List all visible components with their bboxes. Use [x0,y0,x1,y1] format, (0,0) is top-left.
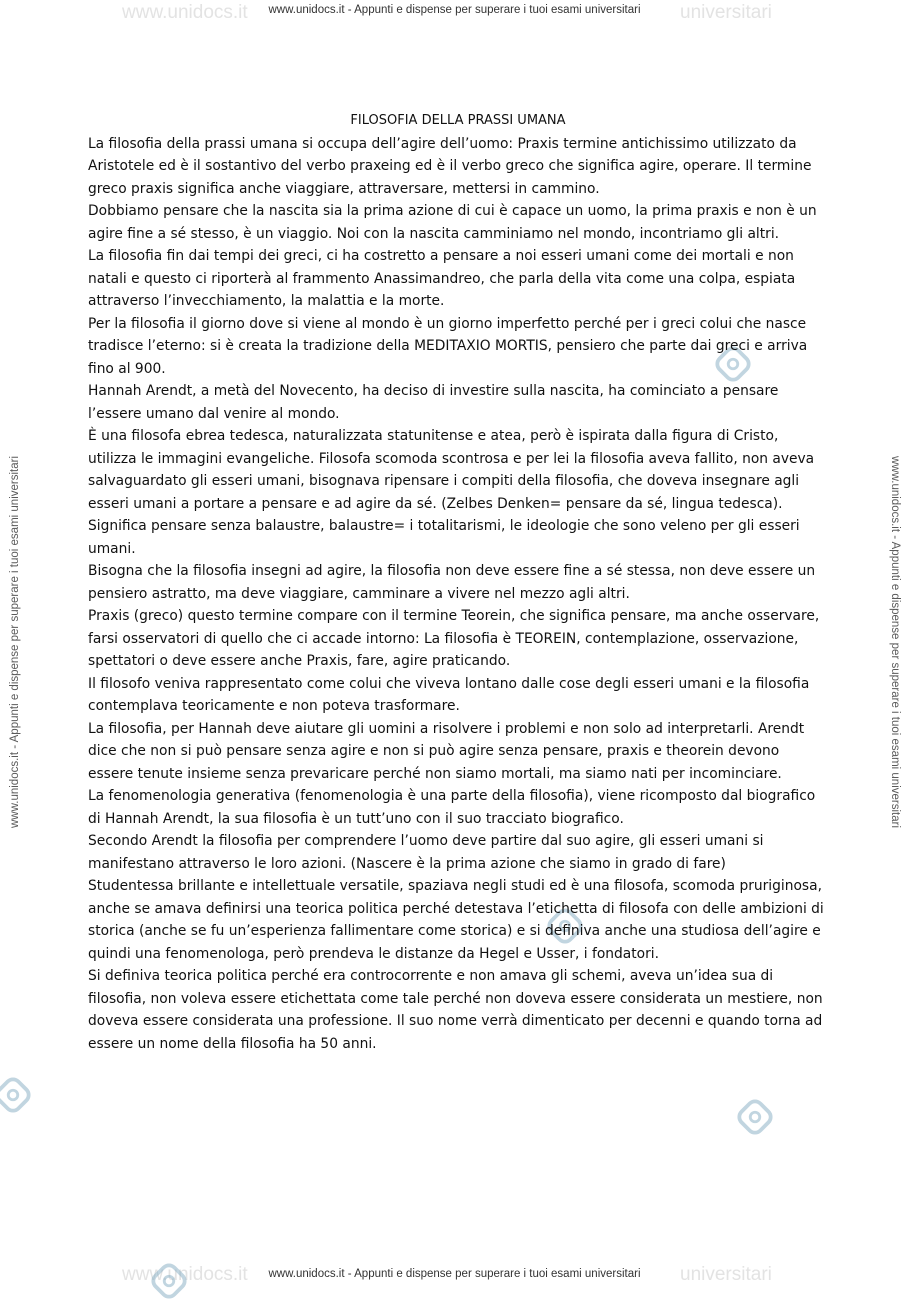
paragraph: Secondo Arendt la filosofia per comprendere l’uomo deve partire dal suo agire, gli esseri umani si manifestano attraverso le loro azioni. (Nascere è la prima azione che siamo in grado di fare) [88,833,764,872]
side-watermark-right: www.unidocs.it - Appunti e dispense per superare i tuoi esami universitari [889,455,901,829]
document-title: FILOSOFIA DELLA PRASSI UMANA [350,113,566,128]
paragraph: Il filosofo veniva rappresentato come colui che viveva lontano dalle cose degli esseri umani e la filosofia contemplava teoricamente e non poteva trasformare. [88,675,810,714]
ghost-watermark-bottom: www.unidocs.it [122,1264,248,1285]
document-body [88,110,828,1055]
paragraph: La filosofia fin dai tempi dei greci, ci ha costretto a pensare a noi esseri umani come dei mortali e non natali e questo ci riporterà al frammento Anassimandreo, che parla della vita come una colpa, espiata attraverso l’invecchiamento, la malattia e la morte. [88,248,796,309]
paragraph: Hannah Arendt, a metà del Novecento, ha deciso di investire sulla nascita, ha cominciato a pensare l’essere umano dal venire al mondo. [88,383,779,422]
unidocs-logo-icon [0,1076,32,1114]
paragraph: È una filosofa ebrea tedesca, naturalizzata statunitense e atea, però è ispirata dalla figura di Cristo, utilizza le immagini evangeliche. Filosofa scomoda scontrosa e per lei la filosofia aveva fallito, non aveva salvaguardato gli esseri umani, bisognava ripensare i compiti della filosofia, che doveva insegnare agli esseri umani a portare a pensare e ad agire da sé. (Zelbes Denken= pensare da sé, lingua tedesca). [88,428,815,512]
paragraph: Per la filosofia il giorno dove si viene al mondo è un giorno imperfetto perché per i greci colui che nasce tradisce l’eterno: si è creata la tradizione della MEDITAXIO MORTIS, pensiero che parte dai greci e arriva fino al 900. [88,315,808,377]
ghost-watermark-top: www.unidocs.it [122,2,248,23]
paragraph: Praxis (greco) questo termine compare con il termine Teorein, che significa pensare, ma anche osservare, farsi osservatori di quello che ci accade intorno: La filosofia è TEOREIN, contemplazione, osservazione, spettatori o deve essere anche Praxis, fare, agire praticando. [88,608,820,669]
paragraph: La fenomenologia generativa (fenomenologia è una parte della filosofia), viene ricomposto dal biografico di Hannah Arendt, la sua filosofia è un tutt’uno con il suo tracciato biografico. [88,788,816,827]
unidocs-logo-icon [150,1262,188,1300]
unidocs-logo-icon [736,1098,774,1136]
paragraph: Si definiva teorica politica perché era controcorrente e non amava gli schemi, aveva un’idea sua di filosofia, non voleva essere etichettata come tale perché non doveva essere considerata un mestiere, non doveva essere considerata una professione. Il suo nome verrà dimenticato per decenni e quando torna ad essere un nome della filosofia ha 50 anni. [88,968,823,1052]
paragraph: La filosofia della prassi umana si occupa dell’agire dell’uomo: Praxis termine antichissimo utilizzato da Aristotele ed è il sostantivo del verbo praxeing ed è il verbo greco che significa agire, operare. Il termine greco praxis significa anche viaggiare, attraversare, mettersi in cammino. [88,135,812,197]
side-watermark-left: www.unidocs.it - Appunti e dispense per superare i tuoi esami universitari [9,455,21,829]
paragraph: Significa pensare senza balaustre, balaustre= i totalitarismi, le ideologie che sono veleno per gli esseri umani. [88,518,800,557]
paragraph: La filosofia, per Hannah deve aiutare gli uomini a risolvere i problemi e non solo ad interpretarli. Arendt dice che non si può pensare senza agire e non si può agire senza pensare, praxis e theorein devono essere tenute insieme senza prevaricare perché non siamo mortali, ma siamo nati per incominciare. [88,720,805,782]
ghost-watermark-bottom-right: universitari [680,1264,772,1285]
header-watermark: www.unidocs.it - Appunti e dispense per superare i tuoi esami universitari [268,4,641,16]
paragraph: Bisogna che la filosofia insegni ad agire, la filosofia non deve essere fine a sé stessa, non deve essere un pensiero astratto, ma deve viaggiare, camminare a vivere nel mezzo agli altri. [88,563,816,602]
ghost-watermark-top-right: universitari [680,2,772,23]
footer-watermark: www.unidocs.it - Appunti e dispense per superare i tuoi esami universitari [268,1268,641,1280]
paragraph: Dobbiamo pensare che la nascita sia la prima azione di cui è capace un uomo, la prima praxis e non è un agire fine a sé stesso, è un viaggio. Noi con la nascita camminiamo nel mondo, incontriamo gli altri. [88,203,817,242]
paragraph: Studentessa brillante e intellettuale versatile, spaziava negli studi ed è una filosofa, scomoda pruriginosa, anche se amava definirsi una teorica politica perché detestava l’etichetta di filosofa con delle ambizioni di storica (anche se fu un’esperienza fallimentare come storica) e si definiva anche una studiosa dell’agire e quindi una fenomenologa, però prendeva le distanze da Hegel e Usser, i fondatori. [88,878,824,962]
